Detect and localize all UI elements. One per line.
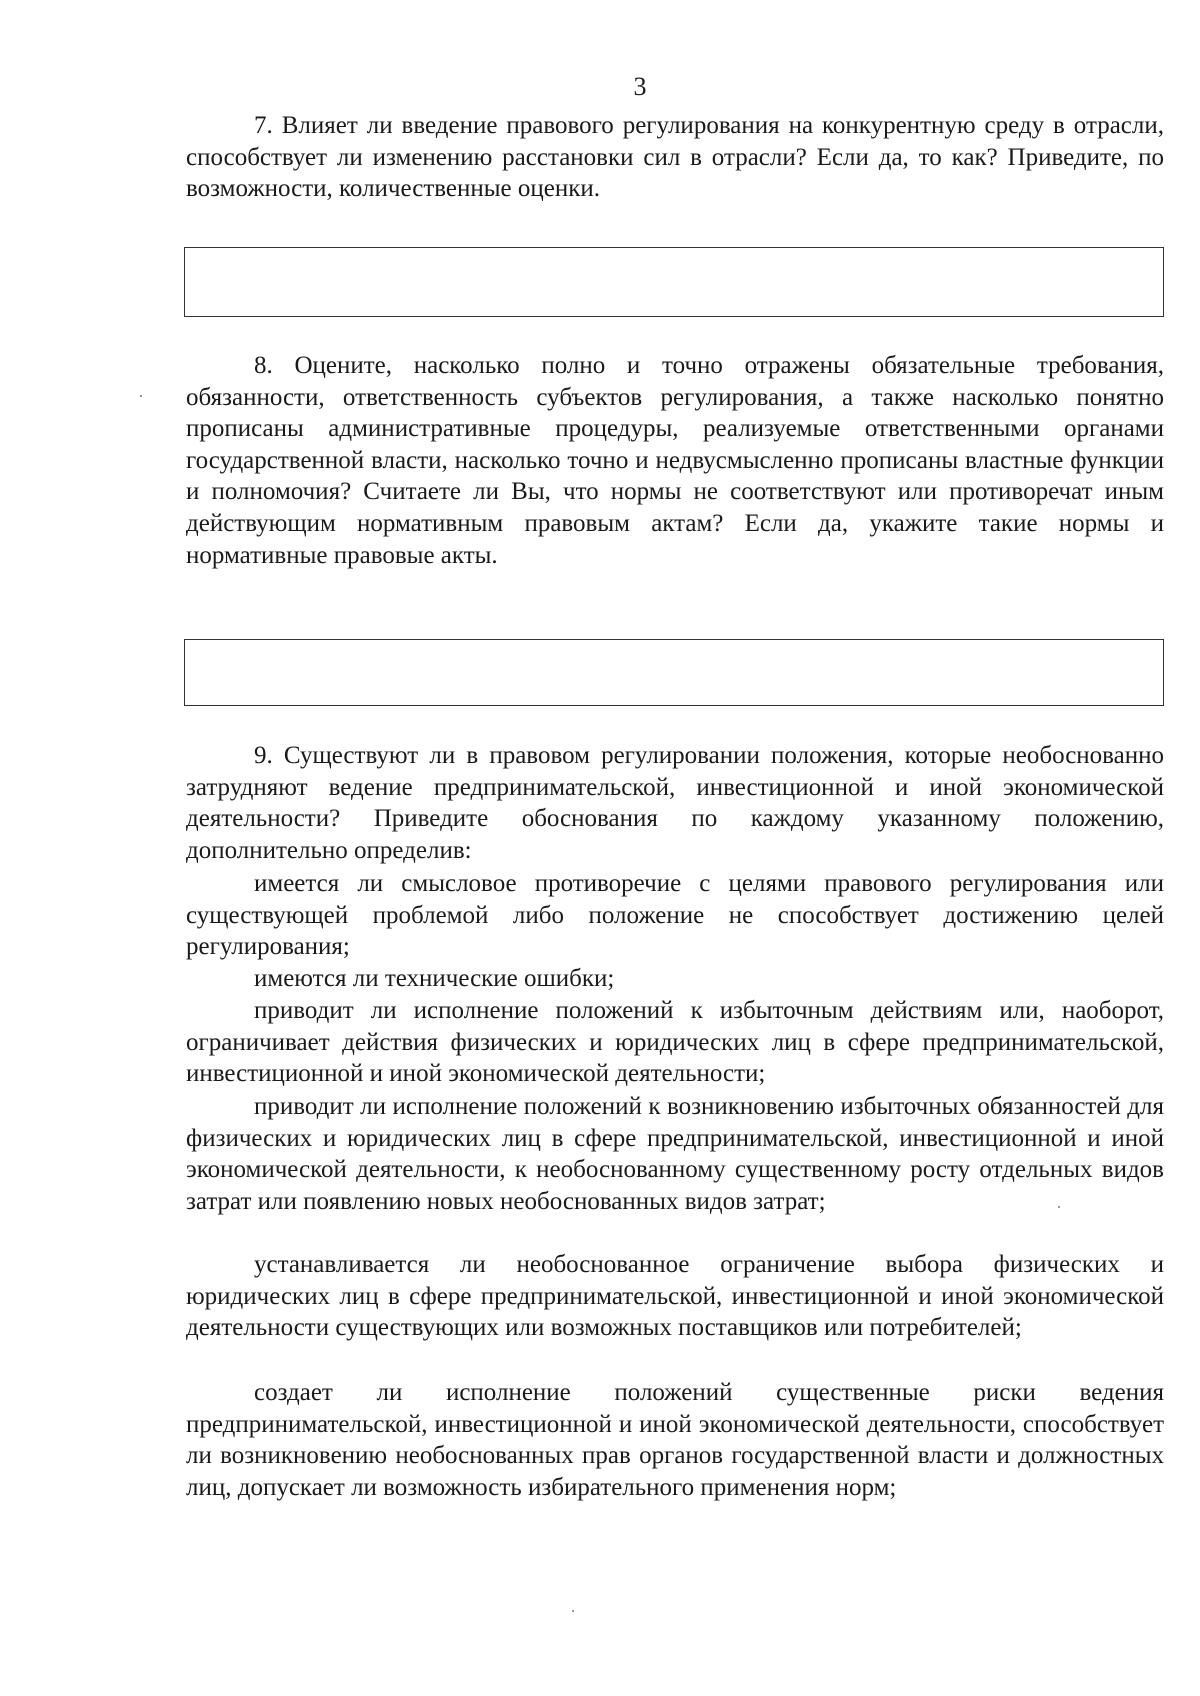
question-9-item: имеются ли технические ошибки;: [254, 965, 615, 992]
question-9-item: устанавливается ли необоснованное ограничение выбора физических и юридических лиц в сфере предпринимательской, инвестиционной и иной экономической деятельности существующих или возможных поставщиков или потребителей;: [186, 1251, 1164, 1342]
question-8-text: 8. Оцените, насколько полно и точно отражены обязательные требования, обязанности, ответственность субъектов регулирования, а также насколько понятно прописаны административные процедуры, реализуемые ответственными органами государственной власти, насколько точно и недвусмысленно прописаны властные функции и полномочия? Считаете ли Вы, что нормы не соответствуют или противоречат иным действующим нормативным правовым актам? Если да, укажите такие нормы и нормативные правовые акты.: [186, 352, 1164, 569]
question-9-item: приводит ли исполнение положений к избыточным действиям или, наоборот, ограничивает действия физических и юридических лиц в сфере предпринимательской, инвестиционной и иной экономической деятельности;: [186, 997, 1164, 1088]
question-8-answer-box[interactable]: [184, 639, 1164, 706]
question-9-item: создает ли исполнение положений существенные риски ведения предпринимательской, инвестиционной и иной экономической деятельности, способствует ли возникновению необоснованных прав органов государственной власти и должностных лиц, допускает ли возможность избирательного применения норм;: [186, 1379, 1164, 1501]
question-9-intro: 9. Существуют ли в правовом регулировании положения, которые необоснованно затрудняют ведение предпринимательской, инвестиционной и иной экономической деятельности? Приведите обоснования по каждому указанному положению, дополнительно определив:: [186, 742, 1164, 864]
scan-speck: [1058, 1206, 1060, 1208]
question-7-text: 7. Влияет ли введение правового регулирования на конкурентную среду в отрасли, способствует ли изменению расстановки сил в отрасли? Если да, то как? Приведите, по возможности, количественные оценки.: [186, 112, 1164, 203]
scan-speck: [572, 1610, 574, 1612]
question-9-item: имеется ли смысловое противоречие с целями правового регулирования или существующей проблемой либо положение не способствует достижению целей регулирования;: [186, 870, 1164, 961]
question-9-item: приводит ли исполнение положений к возникновению избыточных обязанностей для физических и юридических лиц в сфере предпринимательской, инвестиционной и иной экономической деятельности, к необоснованному существенному росту отдельных видов затрат или появлению новых необоснованных видов затрат;: [186, 1093, 1164, 1215]
scan-speck: [140, 395, 142, 397]
page-number: 3: [633, 72, 647, 101]
question-7-answer-box[interactable]: [184, 247, 1164, 317]
